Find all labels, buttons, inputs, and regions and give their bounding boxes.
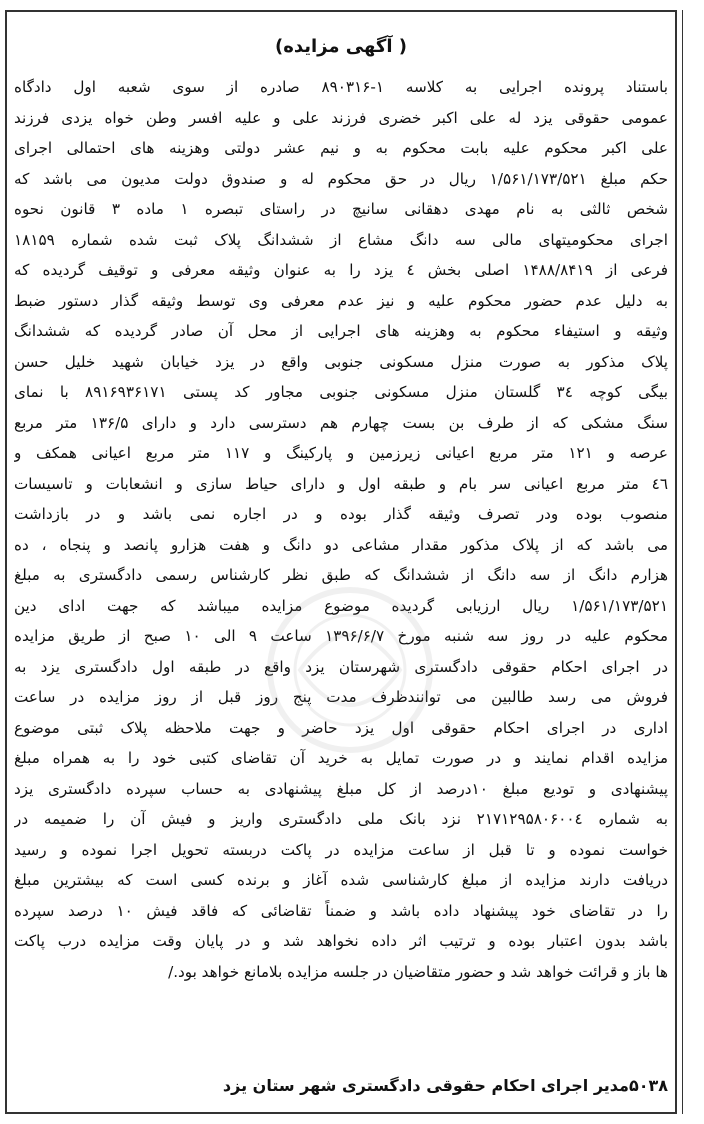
body-line: عمومی حقوقی یزد له علی اکبر خضری فرزند علی و علیه افسر وطن خواه یزدی فرزند <box>14 108 668 127</box>
body-line: علی اکبر محکوم علیه بابت محکوم به و نیم عشر دولتی وهزینه های احتمالی اجرای <box>14 139 668 157</box>
side-margin-strip <box>682 10 701 1114</box>
body-line: پلاک مذکور به صورت منزل مسکونی جنوبی واقع در یزد خیابان شهید خلیل حسن <box>14 352 668 371</box>
body-line: پیشنهادی و تودیع مبلغ ۱۰درصد از کل مبلغ پیشنهادی به حساب سپرده دادگستری یزد <box>14 779 668 798</box>
body-line: به دلیل عدم حضور محکوم علیه و نیز عدم معرفی وی توسط وثیقه گذار دستور ضبط <box>14 291 668 310</box>
body-line: ۱/۵۶۱/۱۷۳/۵۲۱ ریال ارزیابی گردیده موضوع مزایده میباشد که جهت ادای دین <box>14 596 668 615</box>
body-line: عرصه و ۱۲۱ متر مربع اعیانی زیرزمین و پارکینگ و ۱۱۷ متر مربع اعیانی همکف و <box>14 444 668 462</box>
body-line: حکم مبلغ ۱/۵۶۱/۱۷۳/۵۲۱ ریال در حق محکوم له و صندوق دولت مدیون می باشد که <box>14 169 668 188</box>
body-line: ٤٦ متر مربع اعیانی سر بام و طبقه اول و دارای حیاط سازی و انشعابات و تاسیسات <box>14 474 668 493</box>
body-line: فرعی از ۱۴۸۸/۸۴۱۹ اصلی بخش ٤ یزد را به عنوان وثیقه معرفی و توقیف گردیده که <box>14 261 668 279</box>
body-line: بیگی کوچه ۳٤ گلستان منزل مسکونی جنوبی مجاور کد پستی ۸۹۱۶۹۳۶۱۷۱ با نمای <box>14 383 668 401</box>
body-line: اداری در اجرای احکام حقوقی اول یزد حاضر و جهت ملاحظه پلاک ثبتی موضوع <box>14 718 668 737</box>
body-line: فروش می رسد طالبین می توانندظرف مدت پنج روز قبل از روز مزایده در ساعت <box>14 688 668 706</box>
body-line: در اجرای احکام حقوقی دادگستری شهرستان یزد واقع در طبقه اول دادگستری یزد به <box>14 657 668 676</box>
body-line: وثیقه و استیفاء محکوم به وهزینه های اجرایی از محل آن صادر گردیده که ششدانگ <box>14 322 668 340</box>
body-line: منصوب بوده ودر تصرف وثیقه گذار بوده و در اجاره نمی باشد و در بازداشت <box>14 505 668 523</box>
body-line: به شماره ۲۱۷۱۲۹۵۸۰۶۰۰٤ نزد بانک ملی دادگستری واریز و فیش آن را ضمیمه در <box>14 810 668 828</box>
body-line: هزارم دانگ از سه دانگ از ششدانگ که طبق نظر کارشناس رسمی دادگستری به مبلغ <box>14 566 668 584</box>
body-line: دریافت دارند مزایده از مبلغ کارشناسی شده آغاز و برنده کسی است که بیشترین مبلغ <box>14 871 668 889</box>
body-line: مزایده اقدام نمایند و در صورت تمایل به خرید آن تقاضای کتبی خود را به همراه مبلغ <box>14 749 668 767</box>
body-line: محکوم علیه در روز سه شنبه مورخ ۱۳۹۶/۶/۷ ساعت ۹ الی ۱۰ صبح از طریق مزایده <box>14 627 668 645</box>
body-line: باستناد پرونده اجرایی به کلاسه ۱-۸۹۰۳۱۶ صادره از سوی شعبه اول دادگاه <box>14 78 668 96</box>
signature-line: ۵۰۳۸مدیر اجرای احکام حقوقی دادگستری شهر ستان یزد <box>222 1076 668 1095</box>
body-line-last: ها باز و قرائت خواهد شد و حضور متقاضیان در جلسه مزایده بلامانع خواهد بود./ <box>168 962 668 981</box>
body-line: می باشد که از پلاک مذکور مقدار مشاعی دو دانگ و هفت هزارو پانصد و پنجاه ، ده <box>14 535 668 554</box>
notice-body <box>14 72 668 987</box>
body-line: اجرای محکومیتهای مالی سه دانگ مشاع از ششدانگ پلاک ثبت شده شماره ۱۸۱۵۹ <box>14 230 668 249</box>
notice-title: ( آگهی مزایده) <box>274 36 407 57</box>
body-line: خواست نموده و تا قبل از ساعت مزایده در پاکت دربسته تحویل اجرا نموده و رسید <box>14 840 668 859</box>
body-line: باشد بدون اعتبار بوده و ترتیب اثر داده نخواهد شد و در پایان وقت مزایده درب پاکت <box>14 932 668 950</box>
body-line: را در تقاضای خود پیشنهاد داده باشد و ضمناً تقاضائی که فاقد فیش ۱۰ درصد سپرده <box>14 901 668 920</box>
body-line: سنگ مشکی که از طرف بن بست چهارم هم دسترسی دارد و دارای ۱۳۶/۵ متر مربع <box>14 413 668 432</box>
body-line: شخص ثالثی به نام مهدی دهقانی سانیچ در راستای تبصره ۱ ماده ۳ قانون نحوه <box>14 200 668 218</box>
